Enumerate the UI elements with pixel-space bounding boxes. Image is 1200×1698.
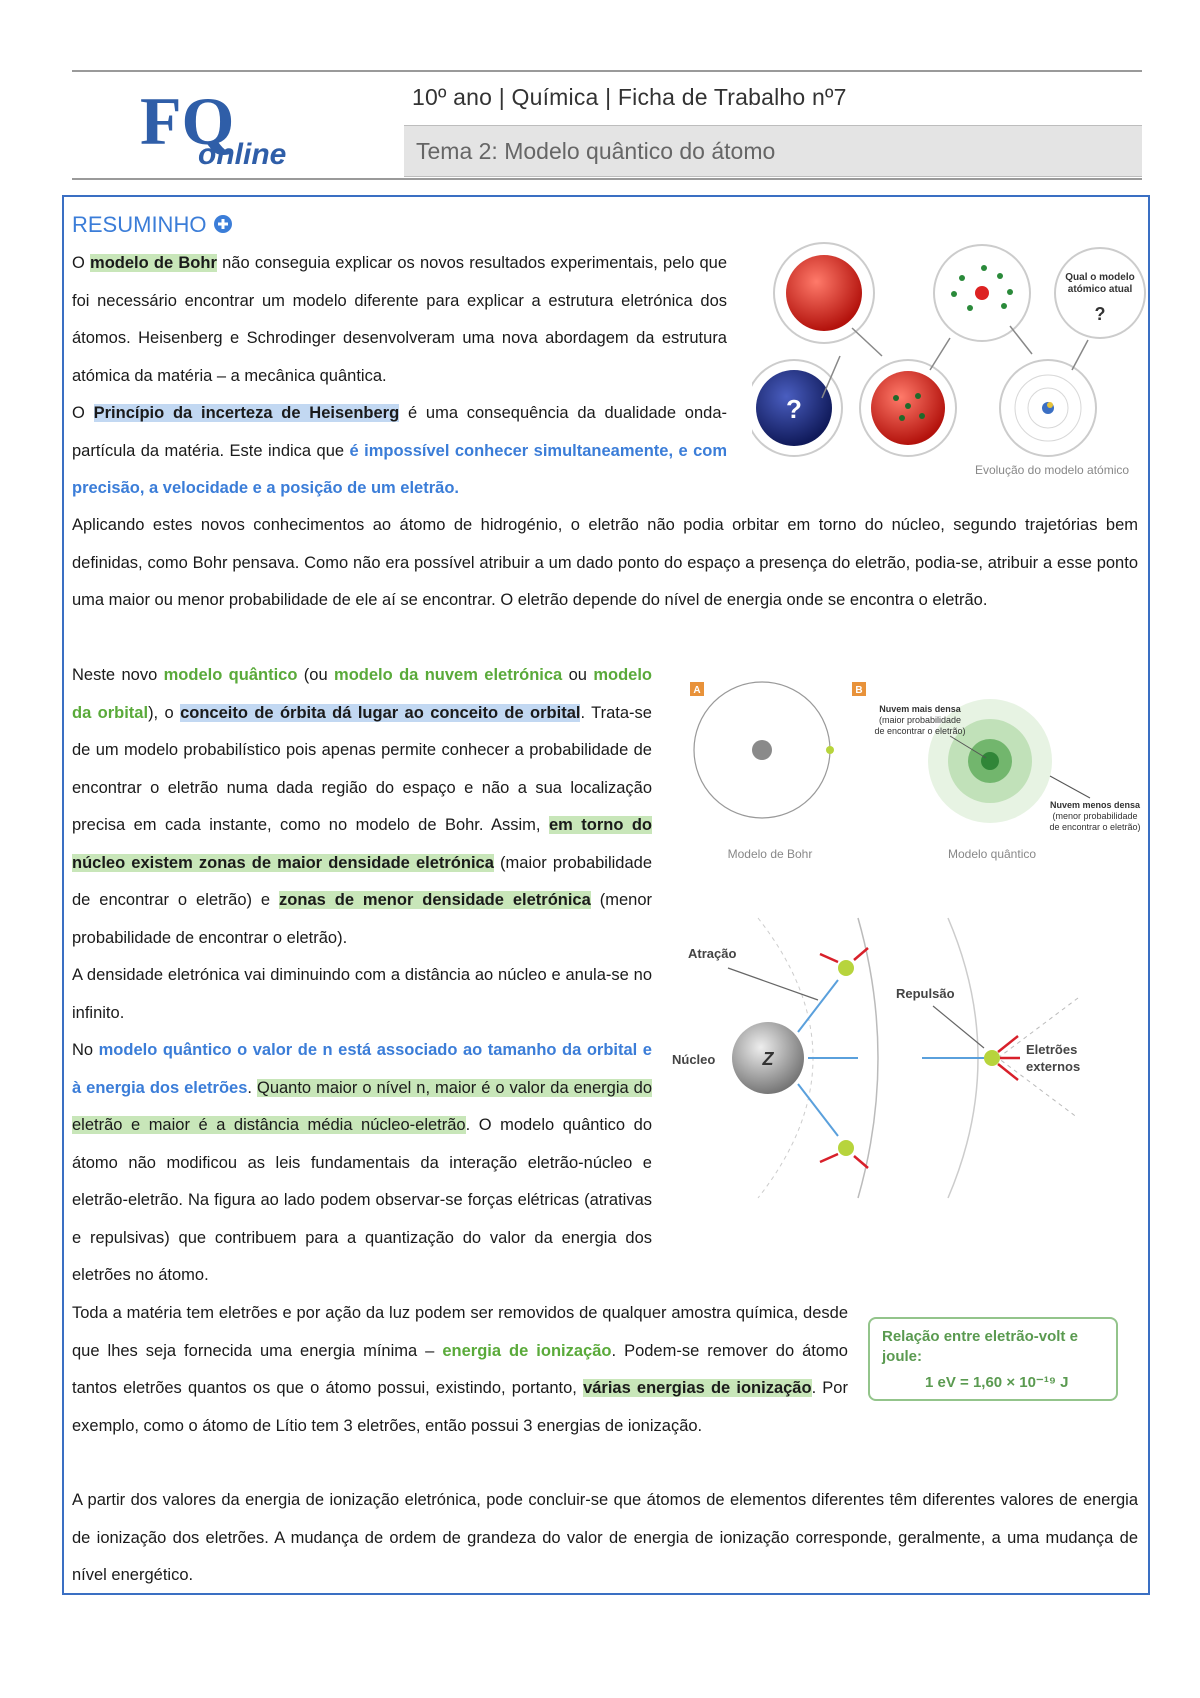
- svg-text:B: B: [855, 685, 863, 696]
- text-block-5: [72, 1482, 1138, 1595]
- figure-atomic-model-evolution: [752, 238, 1152, 478]
- text-block-1: [72, 245, 727, 508]
- highlight-various-ionization: várias energias de ionização: [583, 1379, 812, 1397]
- highlight-bohr: modelo de Bohr: [90, 254, 217, 272]
- theme-bar: [404, 125, 1142, 177]
- bohr-nucleus: [752, 740, 772, 760]
- section-heading: [72, 212, 233, 238]
- paragraph-quantum-model: Neste novo modelo quântico (ou modelo da nuvem eletrónica ou modelo da orbital), o conceito de órbita dá lugar ao conceito de orbital. Trata-se de um modelo probabilístico pois apenas permite conhecer a probabilidade de encontrar o eletrão numa dada região do espaço e não a sua localização precisa em cada instante, como no modelo de Bohr. Assim, em torno do núcleo existem zonas de maior densidade eletrónica (maior probabilidade de encontrar o eletrão) e zonas de menor densidade eletrónica (menor probabilidade de encontrar o eletrão).: [72, 666, 653, 947]
- svg-text:Repulsão: Repulsão: [896, 986, 955, 1001]
- ionization-energy-term: energia de ionização: [442, 1341, 612, 1360]
- electron-top: [838, 960, 854, 976]
- paragraph-bohr: O modelo de Bohr não conseguia explicar os novos resultados experimentais, pelo que foi necessário encontrar um modelo diferente para explicar a estrutura eletrónica dos átomos. Heisenberg e Schrodinger desenvolveram uma nova abordagem da estrutura atómica da matéria – a mecânica quântica.: [72, 254, 727, 385]
- paragraph-n-value: No modelo quântico o valor de n está associado ao tamanho da orbital e à energia dos eletrões. Quanto maior o nível n, maior é o valor da energia do eletrão e maior é a distância média núcleo-eletrão. O modelo quântico do átomo não modificou as leis fundamentais da interação eletrão-núcleo e eletrão-eletrão. Na figura ao lado podem observar-se forças elétricas (atrativas e repulsivas) que contribuem para a quantização do valor da energia dos eletrões no átomo.: [72, 1041, 652, 1284]
- svg-text:Eletrões: Eletrões: [1026, 1042, 1078, 1057]
- ev-joule-relation-box: [868, 1317, 1118, 1401]
- svg-text:(menor probabilidade: (menor probabilidade: [1052, 811, 1138, 821]
- paragraph-ionization: Toda a matéria tem eletrões e por ação da luz podem ser removidos de qualquer amostra química, desde que lhes seja fornecida uma energia mínima – energia de ionização. Podem-se remover do átomo tantos eletrões quantos os que o átomo possui, existindo, portanto, várias energias de ionização. Por exemplo, como o átomo de Lítio tem 3 eletrões, então possui 3 energias de ionização.: [72, 1304, 848, 1435]
- svg-text:Z: Z: [762, 1049, 774, 1069]
- header-top-rule: [72, 70, 1142, 72]
- svg-text:online: online: [198, 138, 287, 171]
- ev-joule-title: Relação entre eletrão-volt e joule:: [882, 1328, 1078, 1365]
- svg-text:?: ?: [786, 394, 802, 424]
- paragraph-density: A densidade eletrónica vai diminuindo com a distância ao núcleo e anula-se no infinito.: [72, 966, 652, 1022]
- svg-text:(maior probabilidade: (maior probabilidade: [878, 715, 962, 725]
- svg-text:Modelo de Bohr: Modelo de Bohr: [727, 847, 813, 861]
- highlight-orbital-concept: conceito de órbita dá lugar ao conceito de orbital: [180, 703, 581, 722]
- electron-outer: [984, 1050, 1000, 1066]
- svg-text:Nuvem mais densa: Nuvem mais densa: [879, 704, 961, 714]
- ev-joule-formula: 1 eV = 1,60 × 10⁻¹⁹ J: [925, 1374, 1069, 1391]
- svg-text:externos: externos: [1026, 1059, 1081, 1074]
- highlight-energy-distance: Quanto maior o nível n, maior é o valor da energia do eletrão e maior é a distância média núcleo-eletrão: [72, 1078, 652, 1134]
- svg-text:de encontrar o eletrão): de encontrar o eletrão): [1049, 822, 1141, 832]
- svg-text:Nuvem menos densa: Nuvem menos densa: [1049, 800, 1141, 810]
- section-heading-text: RESUMINHO: [72, 212, 207, 237]
- highlight-low-density: zonas de menor densidade eletrónica: [279, 891, 591, 909]
- header-bottom-rule: [72, 178, 1142, 180]
- svg-text:Evolução do modelo atómico: Evolução do modelo atómico: [974, 463, 1130, 477]
- svg-text:?: ?: [1094, 304, 1106, 324]
- svg-text:de encontrar o eletrão): de encontrar o eletrão): [874, 726, 966, 736]
- svg-text:Qual o modelo: Qual o modelo: [1065, 272, 1135, 283]
- svg-text:Atração: Atração: [688, 946, 737, 961]
- header-title: 10º ano | Química | Ficha de Trabalho nº7: [412, 84, 847, 110]
- text-block-2: [72, 507, 1138, 620]
- figure-electric-forces: [668, 908, 1088, 1208]
- highlight-high-density: em torno do núcleo existem zonas de maior densidade eletrónica: [72, 816, 652, 872]
- n-value-statement: modelo quântico o valor de n está associado ao tamanho da orbital e à energia dos eletrões: [72, 1041, 652, 1097]
- svg-text:Modelo quântico: Modelo quântico: [947, 847, 1037, 861]
- electron-bottom: [838, 1140, 854, 1156]
- svg-text:Núcleo: Núcleo: [672, 1052, 716, 1067]
- paragraph-conclusion: A partir dos valores da energia de ionização eletrónica, pode concluir-se que átomos de elementos diferentes têm diferentes valores de energia de ionização dos eletrões. A mudança de ordem de grandeza do valor de energia de ionização corresponde, geralmente, a uma mudança de nível energético.: [72, 1491, 1138, 1584]
- svg-text:A: A: [693, 685, 701, 696]
- bohr-electron: [826, 746, 834, 754]
- figure-bohr-vs-quantum: [690, 676, 1150, 876]
- highlight-heisenberg: Princípio da incerteza de Heisenberg: [93, 404, 400, 422]
- paragraph-hydrogen: Aplicando estes novos conhecimentos ao átomo de hidrogénio, o eletrão não podia orbitar em torno do núcleo, segundo trajetórias bem definidas, como Bohr pensava. Como não era possível atribuir a um dado ponto do espaço a presença do eletrão, podia-se, atribuir a esse ponto uma maior ou menor probabilidade de ele aí se encontrar. O eletrão depende do nível de energia onde se encontra o eletrão.: [72, 516, 1138, 609]
- text-block-4: [72, 1295, 848, 1445]
- svg-text:FQ: FQ: [140, 83, 235, 159]
- uncertainty-statement: é impossível conhecer simultaneamente, e com precisão, a velocidade e a posição de um eletrão.: [72, 441, 728, 497]
- text-block-3: [72, 657, 652, 1295]
- fqonline-logo: [140, 82, 370, 172]
- plus-circle-icon: [213, 214, 233, 234]
- red-sphere-model: [786, 255, 862, 331]
- paragraph-heisenberg: O Princípio da incerteza de Heisenberg é uma consequência da dualidade onda-partícula da matéria. Este indica que é impossível conhecer simultaneamente, e com precisão, a velocidade e a posição de um eletrão.: [72, 404, 728, 497]
- svg-text:atómico atual: atómico atual: [1067, 284, 1133, 295]
- theme-title: Tema 2: Modelo quântico do átomo: [416, 138, 776, 164]
